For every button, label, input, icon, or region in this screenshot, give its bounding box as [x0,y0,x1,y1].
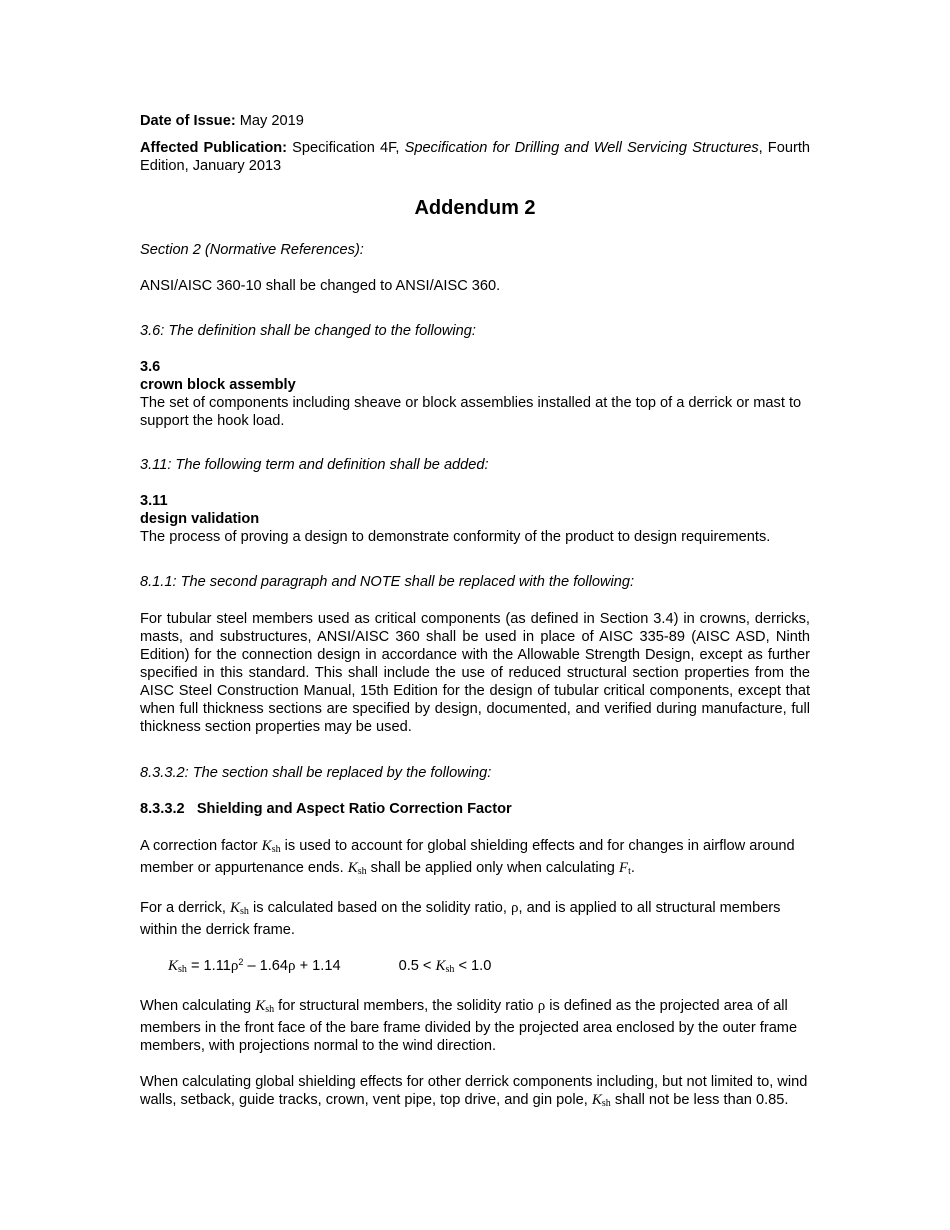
var-sh: sh [178,964,187,975]
var-f: F [618,860,629,876]
paragraph-correction-factor [140,837,810,881]
section-text: For tubular steel members used as critical components (as defined in Section 3.4) in crowns, derricks, masts, and substructures, ANSI/AISC 360 shall be used in place of AISC 335-89 (AISC ASD, Ninth Edition) for the connection design in accordance with the Allowable Strength Design, except as further specified in this standard. This shall include the use of reduced structural section properties from the AISC Steel Construction Manual, 15th Edition for the design of tubular critical components, except that when full thickness sections are specified by design, documented, and verified during manufacture, full thickness section properties may be used. [140,611,810,735]
rho-symbol: ρ [288,958,296,974]
section-text: ANSI/AISC 360-10 shall be changed to ANSI/AISC 360. [140,278,501,294]
page-title: Addendum 2 [414,197,536,219]
text-run: is used to account for global shielding effects and for changes in airflow around member or appurtenance ends. [140,838,795,876]
text-run: When calculating global shielding effects for other derrick components including, but not limited to, wind walls, setback, guide tracks, crown, vent pipe, top drive, and gin pole, [140,1074,808,1108]
section-2 [140,241,810,295]
text-run: A correction factor [140,838,262,854]
var-sh: sh [445,964,455,975]
eq-superscript: 2 [238,957,244,967]
text-run: shall be applied only when calculating [366,860,619,876]
section-heading: 8.1.1: The second paragraph and NOTE shall be replaced with the following: [140,574,635,590]
text-run: For a derrick, [140,900,231,916]
date-of-issue [140,112,810,130]
var-sh: sh [240,906,249,917]
var-sh: sh [357,866,367,877]
term-number: 3.11 [140,493,168,509]
rho-symbol: ρ [537,998,546,1014]
term-definition: The set of components including sheave or block assemblies installed at the top of a derrick or mast to support the hook load. [140,395,802,429]
date-value: May 2019 [239,113,304,129]
term-definition: The process of proving a design to demonstrate conformity of the product to design requirements. [140,529,771,545]
paragraph-derrick [140,899,810,939]
subsection-title: Shielding and Aspect Ratio Correction Factor [196,801,512,817]
section-heading: 3.6: The definition shall be changed to the following: [140,323,476,339]
var-sh: sh [271,844,281,855]
var-k: K [261,838,272,854]
eq-run: + 1.14 [295,958,341,974]
page-title-wrap [140,196,810,220]
subsection-number: 8.3.3.2 [140,801,185,817]
var-sh: sh [265,1004,275,1015]
publication-edition: , Fourth Edition, January 2013 [140,140,810,174]
range-run: < 1.0 [454,958,492,974]
eq-run: = 1.11 [186,958,231,974]
publication-label: Affected Publication: [140,140,288,156]
text-run: When calculating [140,998,256,1014]
section-heading: 3.11: The following term and definition shall be added: [140,457,489,473]
paragraph-global-shielding [140,1073,810,1113]
text-run: shall not be less than 0.85. [610,1092,789,1108]
publication-spec: Specification 4F, [292,140,400,156]
text-run: is calculated based on the solidity ratio, [248,900,511,916]
var-k: K [168,958,179,974]
eq-run: – 1.64 [243,958,289,974]
term-name: design validation [140,511,260,527]
affected-publication [140,139,810,175]
var-t: t [628,866,631,877]
text-run: . [630,860,635,876]
publication-title: Specification for Drilling and Well Servicing Structures [404,140,759,156]
var-k: K [230,900,241,916]
term-number: 3.6 [140,359,161,375]
text-run: for structural members, the solidity ratio [274,998,538,1014]
section-heading: Section 2 (Normative References): [140,242,364,258]
text-run: , and is applied to all structural members within the derrick frame. [140,900,781,938]
var-sh: sh [601,1098,611,1109]
section-3-11 [140,456,810,546]
rho-symbol: ρ [510,900,519,916]
var-k: K [435,958,446,974]
var-k: K [591,1092,602,1108]
rho-symbol: ρ [230,958,239,974]
var-k: K [347,860,358,876]
term-name: crown block assembly [140,377,296,393]
paragraph-solidity [140,997,810,1055]
section-3-6 [140,322,810,430]
subsection-heading [140,800,810,818]
section-8-1-1 [140,573,810,736]
var-k: K [255,998,266,1014]
equation [140,957,810,979]
range-run: 0.5 < [398,958,436,974]
section-heading: 8.3.3.2: The section shall be replaced by the following: [140,765,492,781]
date-label: Date of Issue: [140,113,236,129]
text-run: is defined as the projected area of all members in the front face of the bare frame divided by the projected area enclosed by the outer frame members, with projections normal to the wind direction. [140,998,798,1054]
section-8-3-3-2 [140,764,810,1113]
